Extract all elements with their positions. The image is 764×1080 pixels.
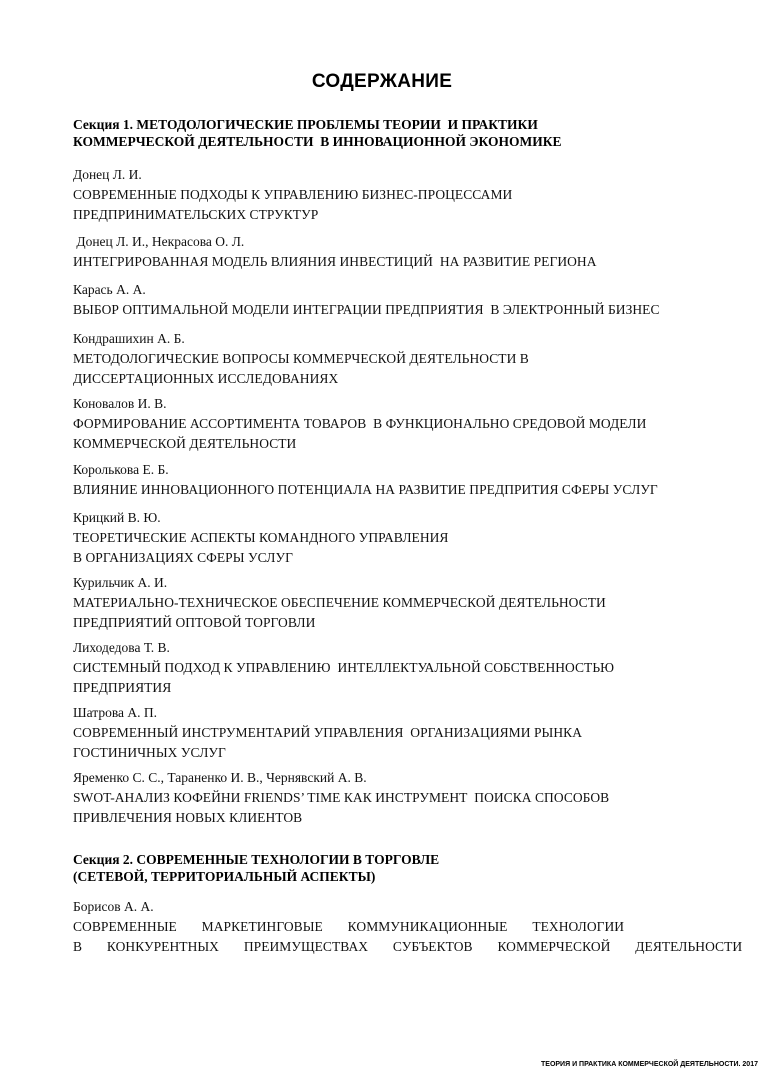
entry-title-line: ПРИВЛЕЧЕНИЯ НОВЫХ КЛИЕНТОВ [73,810,303,825]
toc-entry [73,638,723,698]
entry-authors: Карась А. А. [73,282,146,297]
entry-title-line: СОВРЕМЕННЫЙ ИНСТРУМЕНТАРИЙ УПРАВЛЕНИЯ ОРГАНИЗАЦИЯМИ РЫНКА [73,725,582,740]
entry-title-line: ВЫБОР ОПТИМАЛЬНОЙ МОДЕЛИ ИНТЕГРАЦИИ ПРЕДПРИЯТИЯ В ЭЛЕКТРОННЫЙ БИЗНЕС [73,302,660,317]
entry-authors: Донец Л. И., Некрасова О. Л. [73,234,245,249]
entry-title-line: ВЛИЯНИЕ ИННОВАЦИОННОГО ПОТЕНЦИАЛА НА РАЗВИТИЕ ПРЕДПРИТИЯ СФЕРЫ УСЛУГ [73,482,658,497]
entry-authors: Лиходедова Т. В. [73,640,170,655]
toc-entry [73,703,723,763]
toc-entry [73,460,723,500]
toc-entry [73,280,723,320]
entry-authors: Курильчик А. И. [73,575,168,590]
toc-entry [73,768,723,828]
entry-title-line: SWOT-АНАЛИЗ КОФЕЙНИ FRIENDS’ TIME КАК ИНСТРУМЕНТ ПОИСКА СПОСОБОВ [73,790,610,805]
toc-entry [73,165,723,225]
section-heading-line: КОММЕРЧЕСКОЙ ДЕЯТЕЛЬНОСТИ В ИННОВАЦИОННОЙ ЭКОНОМИКЕ [73,134,562,149]
entry-authors: Шатрова А. П. [73,705,158,720]
section-2-heading [73,851,713,885]
entry-title-line: СОВРЕМЕННЫЕ ПОДХОДЫ К УПРАВЛЕНИЮ БИЗНЕС-ПРОЦЕССАМИ [73,187,513,202]
entry-title-line: МЕТОДОЛОГИЧЕСКИЕ ВОПРОСЫ КОММЕРЧЕСКОЙ ДЕЯТЕЛЬНОСТИ В [73,351,529,366]
section-heading-line: Секция 1. МЕТОДОЛОГИЧЕСКИЕ ПРОБЛЕМЫ ТЕОРИИ И ПРАКТИКИ [73,117,538,132]
entry-authors: Кондрашихин А. Б. [73,331,185,346]
entry-title-line: МАТЕРИАЛЬНО-ТЕХНИЧЕСКОЕ ОБЕСПЕЧЕНИЕ КОММЕРЧЕСКОЙ ДЕЯТЕЛЬНОСТИ [73,595,606,610]
entry-title-line: В КОНКУРЕНТНЫХ ПРЕИМУЩЕСТВАХ СУБЪЕКТОВ КОММЕРЧЕСКОЙ ДЕЯТЕЛЬНОСТИ [73,939,743,954]
entry-authors: Борисов А. А. [73,899,154,914]
entry-title-line: ПРЕДПРИЯТИЙ ОПТОВОЙ ТОРГОВЛИ [73,615,316,630]
entry-authors: Коновалов И. В. [73,396,167,411]
entry-title-line: СИСТЕМНЫЙ ПОДХОД К УПРАВЛЕНИЮ ИНТЕЛЛЕКТУАЛЬНОЙ СОБСТВЕННОСТЬЮ [73,660,615,675]
entry-title-line: ДИССЕРТАЦИОННЫХ ИССЛЕДОВАНИЯХ [73,371,339,386]
entry-title-line: В ОРГАНИЗАЦИЯХ СФЕРЫ УСЛУГ [73,550,293,565]
entry-authors: Яременко С. С., Тараненко И. В., Чернявский А. В. [73,770,367,785]
toc-entry [73,232,723,272]
toc-entry [73,897,743,957]
entry-title-line: ФОРМИРОВАНИЕ АССОРТИМЕНТА ТОВАРОВ В ФУНКЦИОНАЛЬНО СРЕДОВОЙ МОДЕЛИ [73,416,647,431]
entry-title-line: ТЕОРЕТИЧЕСКИЕ АСПЕКТЫ КОМАНДНОГО УПРАВЛЕНИЯ [73,530,449,545]
toc-entry [73,394,723,454]
section-heading-line: (СЕТЕВОЙ, ТЕРРИТОРИАЛЬНЫЙ АСПЕКТЫ) [73,869,376,884]
entry-title-line: КОММЕРЧЕСКОЙ ДЕЯТЕЛЬНОСТИ [73,436,297,451]
entry-title-line: ПРЕДПРИНИМАТЕЛЬСКИХ СТРУКТУР [73,207,319,222]
entry-authors: Крицкий В. Ю. [73,510,161,525]
toc-entry [73,508,723,568]
entry-title-line: ПРЕДПРИЯТИЯ [73,680,172,695]
page-footer: ТЕОРИЯ И ПРАКТИКА КОММЕРЧЕСКОЙ ДЕЯТЕЛЬНОСТИ. 2017 [541,1061,758,1068]
page-title: СОДЕРЖАНИЕ [311,71,453,92]
toc-entry [73,329,723,389]
section-heading-line: Секция 2. СОВРЕМЕННЫЕ ТЕХНОЛОГИИ В ТОРГОВЛЕ [73,852,440,867]
toc-entry [73,573,723,633]
entry-authors: Королькова Е. Б. [73,462,169,477]
entry-title-line: ГОСТИНИЧНЫХ УСЛУГ [73,745,226,760]
entry-title-line: СОВРЕМЕННЫЕ МАРКЕТИНГОВЫЕ КОММУНИКАЦИОННЫЕ ТЕХНОЛОГИИ [73,919,625,934]
entry-authors: Донец Л. И. [73,167,142,182]
entry-title-line: ИНТЕГРИРОВАННАЯ МОДЕЛЬ ВЛИЯНИЯ ИНВЕСТИЦИЙ НА РАЗВИТИЕ РЕГИОНА [73,254,597,269]
section-1-heading [73,116,713,150]
